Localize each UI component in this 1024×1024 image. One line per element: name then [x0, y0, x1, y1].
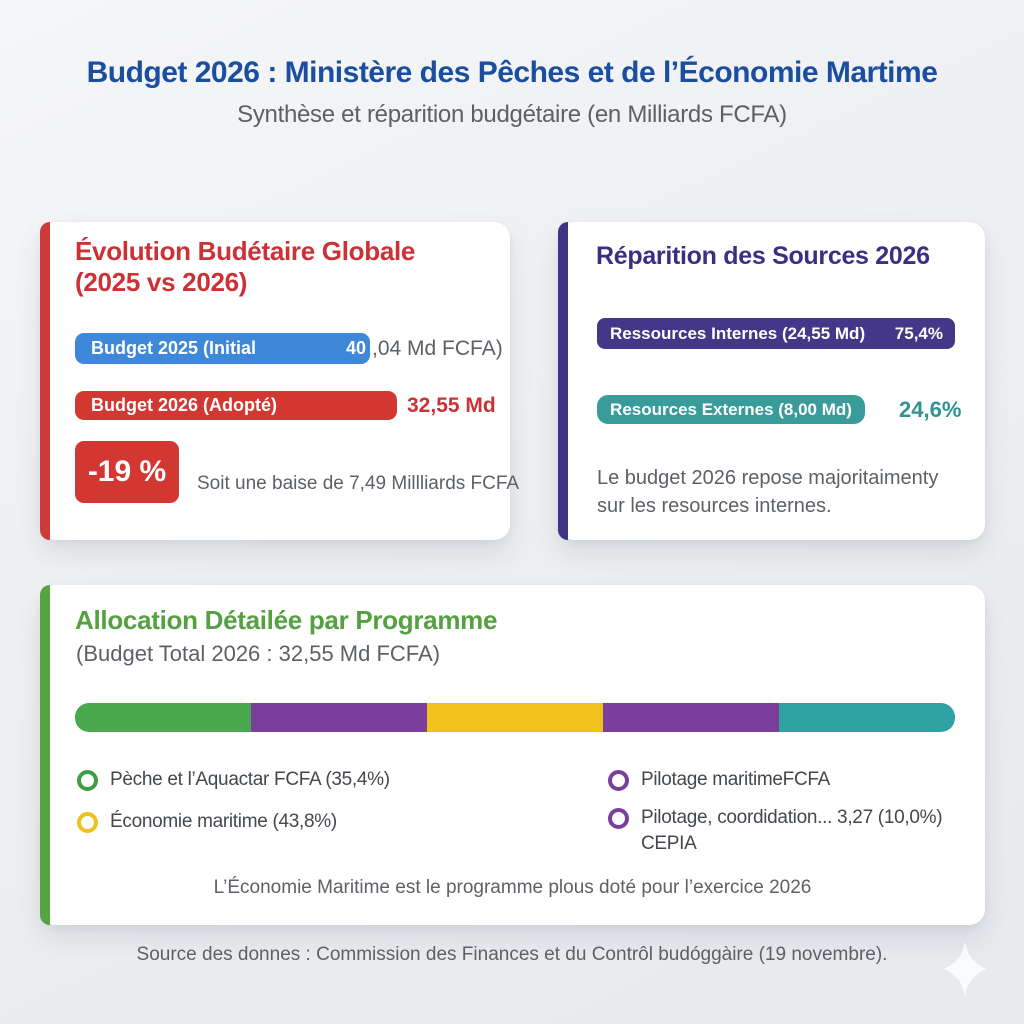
internal-resources-label: Ressources Internes (24,55 Md) — [610, 323, 866, 343]
external-resources-label: Resources Externes (8,00 Md) — [610, 399, 852, 419]
program-allocation-stacked-bar — [75, 703, 955, 732]
purple-accent-stripe — [558, 222, 568, 540]
evolution-title-line2: (2025 vs 2026) — [75, 266, 248, 297]
external-resources-row — [597, 395, 961, 424]
legend-item-pilotage-maritime — [608, 767, 830, 793]
red-accent-stripe — [40, 222, 50, 540]
segment-externe — [779, 703, 955, 732]
budget-2026-bar — [75, 391, 397, 420]
green-ring-icon — [77, 770, 98, 791]
legend-item-economie — [77, 809, 337, 835]
legend-label-line1: Pilotage, coordidation... 3,27 (10,0%) — [641, 807, 943, 828]
budget-2026-value: 32,55 Md — [407, 393, 496, 417]
purple-ring-icon — [608, 770, 629, 791]
legend-item-pilotage-coordination — [608, 805, 942, 856]
budget-2025-bar-row — [75, 333, 503, 364]
sparkle-icon — [944, 941, 986, 997]
segment-pilotage-2 — [603, 703, 779, 732]
legend-label-pilotage-maritime: Pilotage maritimeFCFA — [641, 769, 831, 790]
external-resources-pct: 24,6% — [899, 396, 962, 422]
external-resources-bar — [597, 395, 865, 424]
purple-ring-icon — [608, 808, 629, 829]
page-subtitle: Synthèse et réparition budgétaire (en Milliards FCFA) — [237, 101, 787, 128]
green-accent-stripe — [40, 585, 50, 925]
legend-label-pilotage-coordination — [641, 805, 942, 856]
allocation-card-title: Allocation Détailée par Programme — [75, 605, 498, 635]
internal-resources-bar — [597, 318, 955, 349]
internal-resources-pct: 75,4% — [894, 323, 943, 343]
delta-badge: -19 % — [75, 441, 179, 503]
sources-note — [597, 464, 938, 520]
allocation-card — [40, 585, 985, 925]
budget-2025-value-inside: 40 — [345, 338, 366, 358]
allocation-card-subtitle: (Budget Total 2026 : 32,55 Md FCFA) — [76, 641, 441, 666]
sources-card — [558, 222, 985, 540]
evolution-card-title — [75, 236, 415, 297]
budget-2026-bar-label: Budget 2026 (Adopté) — [91, 395, 278, 415]
data-source-line: Source des donnes : Commission des Finances et du Contrôl budóggàire (19 novembre). — [136, 944, 888, 965]
page-title: Budget 2026 : Ministère des Pêches et de l’Économie Martime — [86, 56, 938, 89]
evolution-title-line1: Évolution Budétaire Globale — [75, 236, 416, 266]
legend-label-line2: CEPIA — [641, 832, 697, 854]
budget-2025-value-tail: ,04 Md FCFA) — [372, 336, 503, 360]
legend-label-economie: Économie maritime (43,8%) — [110, 811, 337, 832]
budget-2026-bar-row — [75, 391, 496, 420]
segment-peche — [75, 703, 251, 732]
sources-note-line1: Le budget 2026 repose majoritaimenty — [597, 467, 939, 489]
sources-note-line2: sur les resources internes. — [597, 495, 832, 517]
yellow-ring-icon — [77, 812, 98, 833]
delta-row — [75, 441, 519, 503]
evolution-card — [40, 222, 520, 540]
budget-2025-bar — [75, 333, 370, 364]
segment-economie — [427, 703, 603, 732]
legend-label-peche: Pèche et l’Aquactar FCFA (35,4%) — [110, 769, 390, 790]
segment-pilotage-1 — [251, 703, 427, 732]
budget-2025-bar-label: Budget 2025 (Initial — [91, 338, 257, 358]
legend-item-peche — [77, 767, 390, 793]
allocation-footnote: L’Économie Maritime est le programme plous doté pour l’exercice 2026 — [213, 877, 812, 898]
sources-card-title: Réparition des Sources 2026 — [596, 242, 930, 270]
delta-caption: Soit une baise de 7,49 Millliards FCFA — [197, 473, 520, 494]
